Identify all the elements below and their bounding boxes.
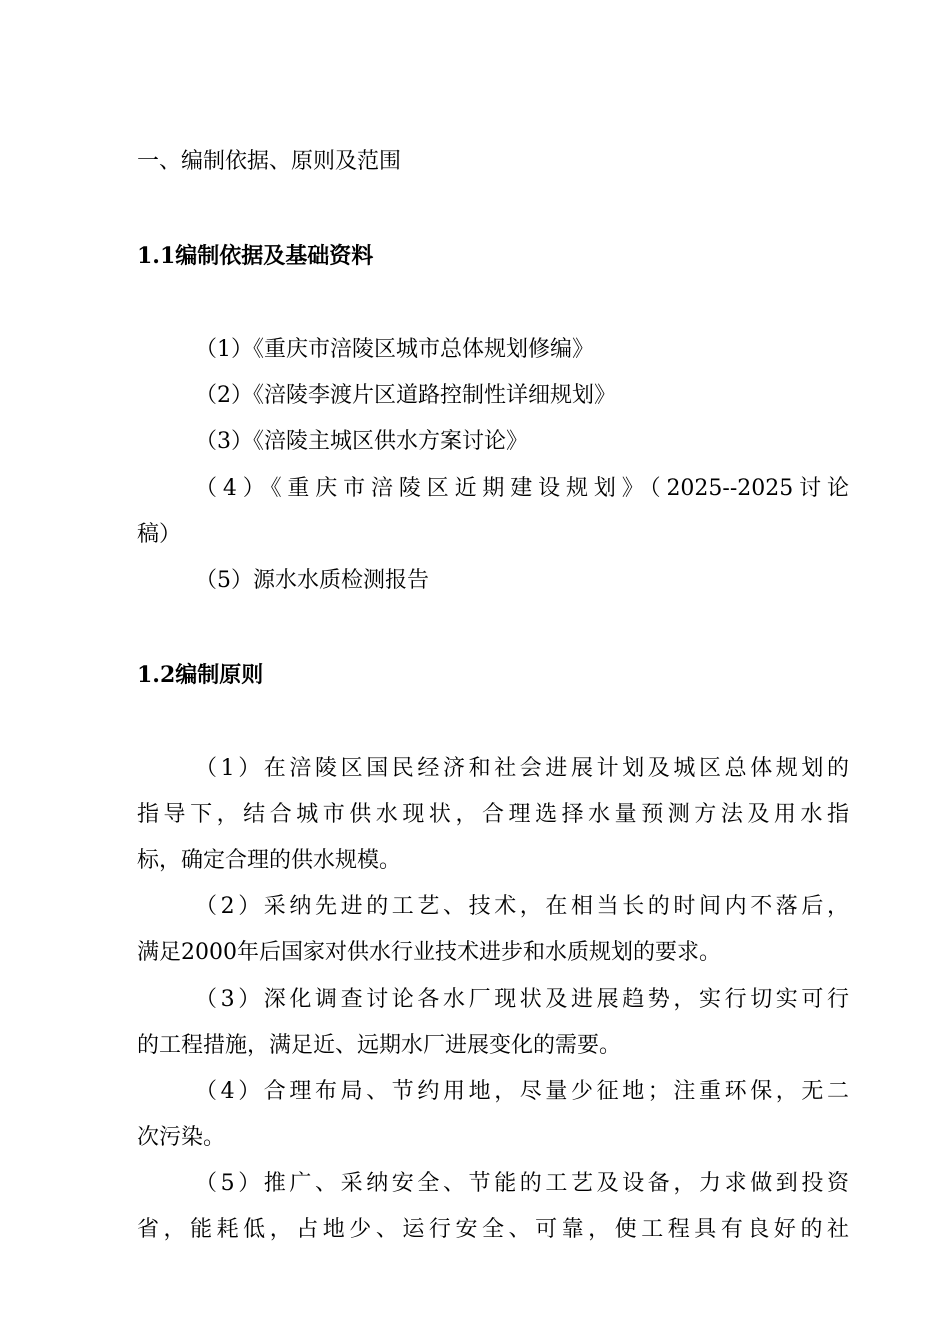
principle-1-line-1: （1）在涪陵区国民经济和社会进展计划及城区总体规划的 xyxy=(195,756,849,781)
principle-2-line-1: （2）采纳先进的工艺、技术，在相当长的时间内不落后， xyxy=(195,894,849,919)
section-title: 一、编制依据、原则及范围 xyxy=(137,149,402,174)
heading-1-2: 1.2编制原则 xyxy=(137,662,264,688)
heading-1-1: 1.1编制依据及基础资料 xyxy=(137,243,374,269)
principle-5-line-1: （5）推广、采纳安全、节能的工艺及设备，力求做到投资 xyxy=(195,1171,849,1196)
principle-3-line-2: 的工程措施，满足近、远期水厂进展变化的需要。 xyxy=(137,1033,622,1058)
reference-item-1: （1）《重庆市涪陵区城市总体规划修编》 xyxy=(195,337,594,362)
reference-item-2: （2）《涪陵李渡片区道路控制性详细规划》 xyxy=(195,383,616,408)
reference-item-5: （5）源水水质检测报告 xyxy=(195,568,429,593)
principle-3-line-1: （3）深化调查讨论各水厂现状及进展趋势，实行切实可行 xyxy=(195,987,849,1012)
principle-4-line-1: （4）合理布局、节约用地，尽量少征地；注重环保，无二 xyxy=(195,1079,849,1104)
principle-4-line-2: 次污染。 xyxy=(137,1125,226,1150)
principle-1-line-2: 指导下，结合城市供水现状，合理选择水量预测方法及用水指 xyxy=(137,802,849,827)
principle-2-line-2: 满足2000年后国家对供水行业技术进步和水质规划的要求。 xyxy=(137,940,721,965)
principle-1-line-3: 标，确定合理的供水规模。 xyxy=(137,848,402,873)
principle-5-line-2: 省，能耗低，占地少、运行安全、可靠，使工程具有良好的社 xyxy=(137,1217,849,1242)
reference-item-4-continued: 稿） xyxy=(137,522,182,547)
reference-item-4: （4）《重庆市涪陵区近期建设规划》（2025--2025讨论 xyxy=(195,476,849,501)
reference-item-3: （3）《涪陵主城区供水方案讨论》 xyxy=(195,429,528,454)
